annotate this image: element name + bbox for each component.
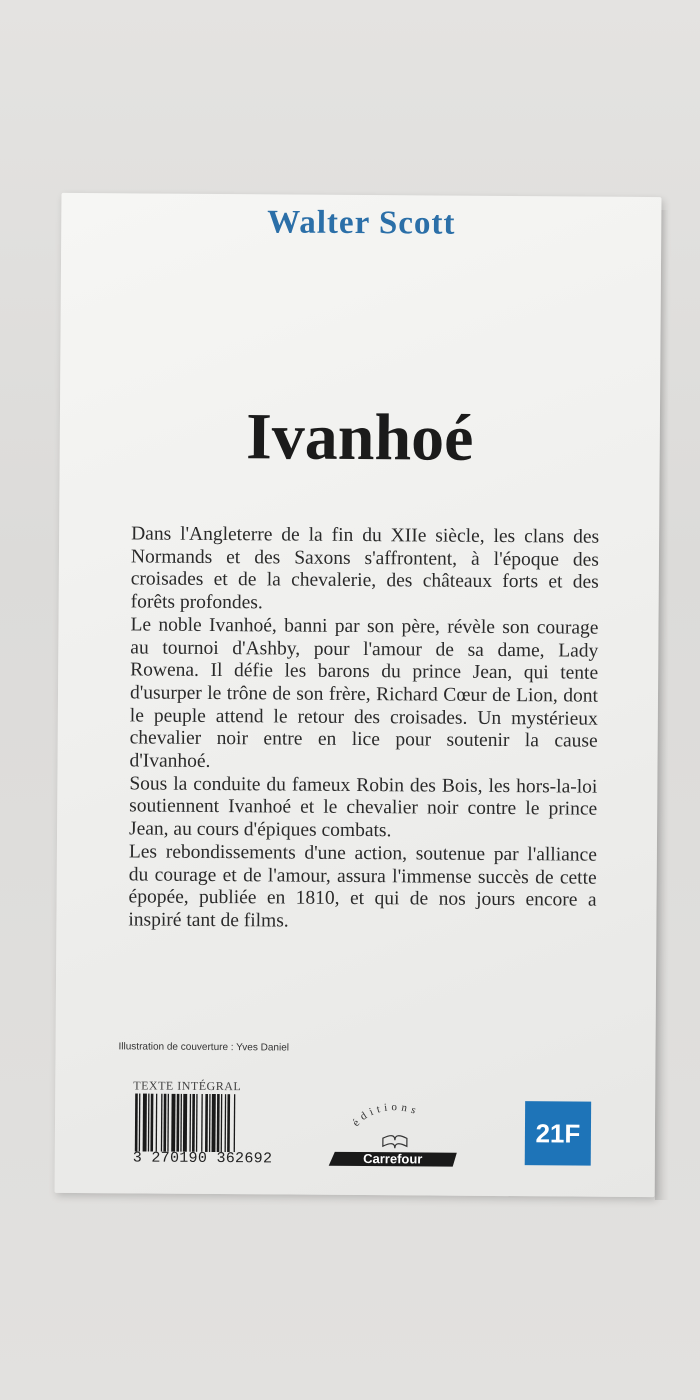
barcode-bar [150, 1094, 153, 1152]
book-back-cover [55, 193, 662, 1197]
barcode-bar [180, 1094, 182, 1152]
barcode-bar [212, 1094, 216, 1152]
barcode-bar [234, 1094, 236, 1152]
price-badge: 21F [525, 1101, 591, 1165]
barcode-bar [143, 1094, 147, 1152]
blurb [128, 523, 599, 935]
barcode-bar [227, 1094, 230, 1152]
barcode-number: 3 270190 362692 [132, 1149, 273, 1168]
blurb-paragraph-2: Le noble Ivanhoé, banni par son père, révèle son courage au tournoi d'Ashby, pour l'amour de sa dame, Lady Rowena. Il défie les barons du prince Jean, qui tente d'usurper le trône de son frère, Richard Cœur de Lion, dont le peuple attend le retour des croisades. Un mystérieux chevalier noir entre en lice pour soutenir la cause d'Ivanhoé. [129, 614, 599, 773]
barcode-bar [183, 1094, 187, 1152]
barcode-bar [161, 1094, 163, 1152]
author-name: Walter Scott [267, 204, 456, 242]
barcode-bar [205, 1094, 208, 1152]
publisher-name: Carrefour [363, 1151, 423, 1167]
barcode-bar [225, 1094, 227, 1152]
barcode-bar [201, 1094, 203, 1152]
barcode-bar [196, 1094, 198, 1152]
barcode-bar [156, 1094, 158, 1152]
barcode [133, 1093, 304, 1167]
publisher-logo [325, 1100, 465, 1171]
barcode-bar [209, 1094, 211, 1152]
publisher-arc-text: éditions [350, 1101, 422, 1129]
barcode-bar [192, 1094, 195, 1152]
barcode-bar [135, 1093, 138, 1151]
barcode-bar [176, 1094, 179, 1152]
blurb-paragraph-4: Les rebondissements d'une action, soutenue par l'alliance du courage et de l'amour, assura l'immense succès de cette épopée, publiée en 1810, et qui de nos jours encore a inspiré tant de films. [128, 841, 597, 932]
barcode-bars [133, 1093, 301, 1152]
barcode-bar [139, 1093, 141, 1151]
integral-text-label: TEXTE INTÉGRAL [133, 1078, 242, 1094]
barcode-bar [221, 1094, 223, 1152]
barcode-bar [189, 1094, 191, 1152]
barcode-bar [163, 1094, 166, 1152]
blurb-paragraph-3: Sous la conduite du fameux Robin des Bois, les hors-la-loi soutiennent Ivanhoé et le chevalier noir contre le prince Jean, au cours d'épiques combats. [128, 773, 598, 842]
illustration-credit: Illustration de couverture : Yves Daniel [118, 1041, 290, 1054]
barcode-bar [171, 1094, 175, 1152]
blurb-paragraph-1: Dans l'Angleterre de la fin du XIIe siècle, les clans des Normands et des Saxons s'affrontent, à l'époque des croisades et de la chevalerie, des châteaux forts et des forêts profondes. [130, 523, 600, 614]
barcode-bar [148, 1094, 150, 1152]
barcode-bar [167, 1094, 169, 1152]
book-icon [383, 1136, 407, 1149]
book-title: Ivanhoé [245, 400, 474, 475]
barcode-bar [217, 1094, 220, 1152]
